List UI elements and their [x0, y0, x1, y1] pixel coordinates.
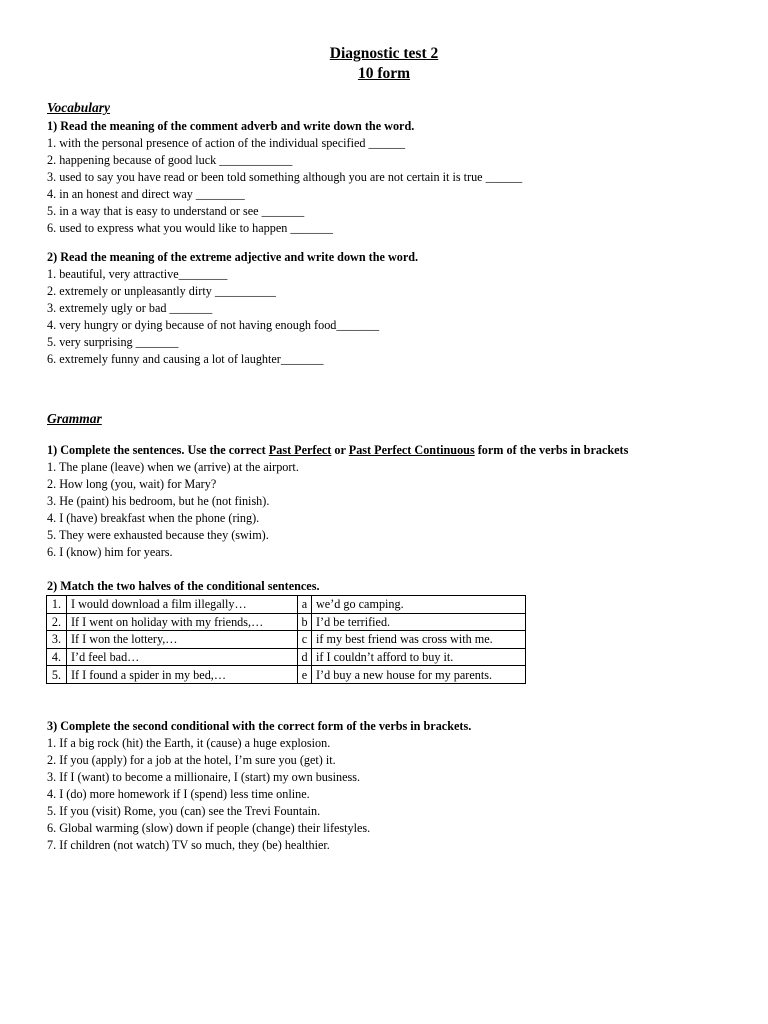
second-half: I’d be terrified.	[312, 613, 526, 631]
second-half: we’d go camping.	[312, 596, 526, 614]
grammar-task-3-item: 5. If you (visit) Rome, you (can) see the Trevi Fountain.	[47, 804, 321, 818]
grammar-task-1-item: 3. He (paint) his bedroom, but he (not finish).	[47, 494, 270, 508]
grammar-task-1-item: 4. I (have) breakfast when the phone (ring).	[47, 511, 260, 525]
grammar-task-3-item: 6. Global warming (slow) down if people (change) their lifestyles.	[47, 821, 371, 835]
row-letter: e	[298, 666, 312, 684]
grammar-task-1-heading	[47, 442, 747, 459]
row-letter: a	[298, 596, 312, 614]
row-letter: b	[298, 613, 312, 631]
grammar-task-1-item: 2. How long (you, wait) for Mary?	[47, 477, 217, 491]
grammar-task-1-heading-text: or	[331, 443, 349, 457]
first-half: If I went on holiday with my friends,…	[67, 613, 298, 631]
grammar-task-1-item: 5. They were exhausted because they (swim).	[47, 528, 269, 542]
vocabulary-task-2-item: 5. very surprising _______	[47, 335, 179, 349]
second-half: I’d buy a new house for my parents.	[312, 666, 526, 684]
vocabulary-task-1-item: 3. used to say you have read or been told something although you are not certain it is true ______	[47, 170, 523, 184]
vocabulary-task-1-item: 2. happening because of good luck ____________	[47, 153, 293, 167]
grammar-task-2-heading: 2) Match the two halves of the conditional sentences.	[47, 579, 320, 593]
grammar-task-1-item: 1. The plane (leave) when we (arrive) at the airport.	[47, 460, 299, 474]
vocabulary-task-1-heading: 1) Read the meaning of the comment adverb and write down the word.	[47, 119, 415, 133]
vocabulary-task-2-item: 1. beautiful, very attractive________	[47, 267, 228, 281]
past-perfect-term: Past Perfect	[268, 443, 332, 457]
grammar-task-1-heading-text: 1) Complete the sentences. Use the correct	[47, 443, 269, 457]
grammar-task-3-item: 1. If a big rock (hit) the Earth, it (cause) a huge explosion.	[47, 736, 331, 750]
first-half: If I won the lottery,…	[67, 631, 298, 649]
grammar-task-1-heading-text: form of the verbs in brackets	[474, 443, 629, 457]
vocabulary-task-2-item: 4. very hungry or dying because of not having enough food_______	[47, 318, 380, 332]
table-row	[47, 613, 526, 631]
vocabulary-task-1	[47, 118, 747, 237]
row-number: 3.	[47, 631, 67, 649]
vocabulary-task-2-item: 3. extremely ugly or bad _______	[47, 301, 213, 315]
row-number: 1.	[47, 596, 67, 614]
table-row	[47, 631, 526, 649]
vocabulary-task-1-item: 6. used to express what you would like to happen _______	[47, 221, 334, 235]
vocabulary-task-2-heading: 2) Read the meaning of the extreme adjective and write down the word.	[47, 250, 419, 264]
vocabulary-task-2-item: 6. extremely funny and causing a lot of laughter_______	[47, 352, 324, 366]
table-row	[47, 596, 526, 614]
vocabulary-task-1-item: 4. in an honest and direct way ________	[47, 187, 245, 201]
vocabulary-task-2-item: 2. extremely or unpleasantly dirty __________	[47, 284, 276, 298]
second-half: if my best friend was cross with me.	[312, 631, 526, 649]
title-block	[0, 44, 768, 84]
table-row	[47, 666, 526, 684]
grammar-task-3	[47, 718, 747, 854]
grammar-heading: Grammar	[47, 411, 102, 426]
vocabulary-heading: Vocabulary	[47, 100, 111, 115]
second-half: if I couldn’t afford to buy it.	[312, 648, 526, 666]
grammar-task-1-item: 6. I (know) him for years.	[47, 545, 173, 559]
row-letter: c	[298, 631, 312, 649]
row-number: 2.	[47, 613, 67, 631]
past-perfect-continuous-term: Past Perfect Continuous	[348, 443, 475, 457]
grammar-task-2	[47, 578, 747, 595]
form-title: 10 form	[357, 65, 411, 82]
vocabulary-task-2	[47, 249, 747, 368]
grammar-task-3-item: 2. If you (apply) for a job at the hotel, I’m sure you (get) it.	[47, 753, 336, 767]
grammar-task-3-item: 3. If I (want) to become a millionaire, I (start) my own business.	[47, 770, 361, 784]
first-half: I would download a film illegally…	[67, 596, 298, 614]
first-half: If I found a spider in my bed,…	[67, 666, 298, 684]
grammar-task-3-heading: 3) Complete the second conditional with the correct form of the verbs in brackets.	[47, 719, 472, 733]
vocabulary-task-1-item: 5. in a way that is easy to understand or see _______	[47, 204, 305, 218]
test-title: Diagnostic test 2	[329, 45, 439, 62]
table-row	[47, 648, 526, 666]
vocabulary-task-1-item: 1. with the personal presence of action of the individual specified ______	[47, 136, 406, 150]
grammar-task-1	[47, 442, 747, 561]
grammar-task-3-item: 4. I (do) more homework if I (spend) less time online.	[47, 787, 310, 801]
row-letter: d	[298, 648, 312, 666]
row-number: 5.	[47, 666, 67, 684]
matching-table	[46, 595, 526, 684]
first-half: I’d feel bad…	[67, 648, 298, 666]
grammar-task-3-item: 7. If children (not watch) TV so much, they (be) healthier.	[47, 838, 330, 852]
row-number: 4.	[47, 648, 67, 666]
